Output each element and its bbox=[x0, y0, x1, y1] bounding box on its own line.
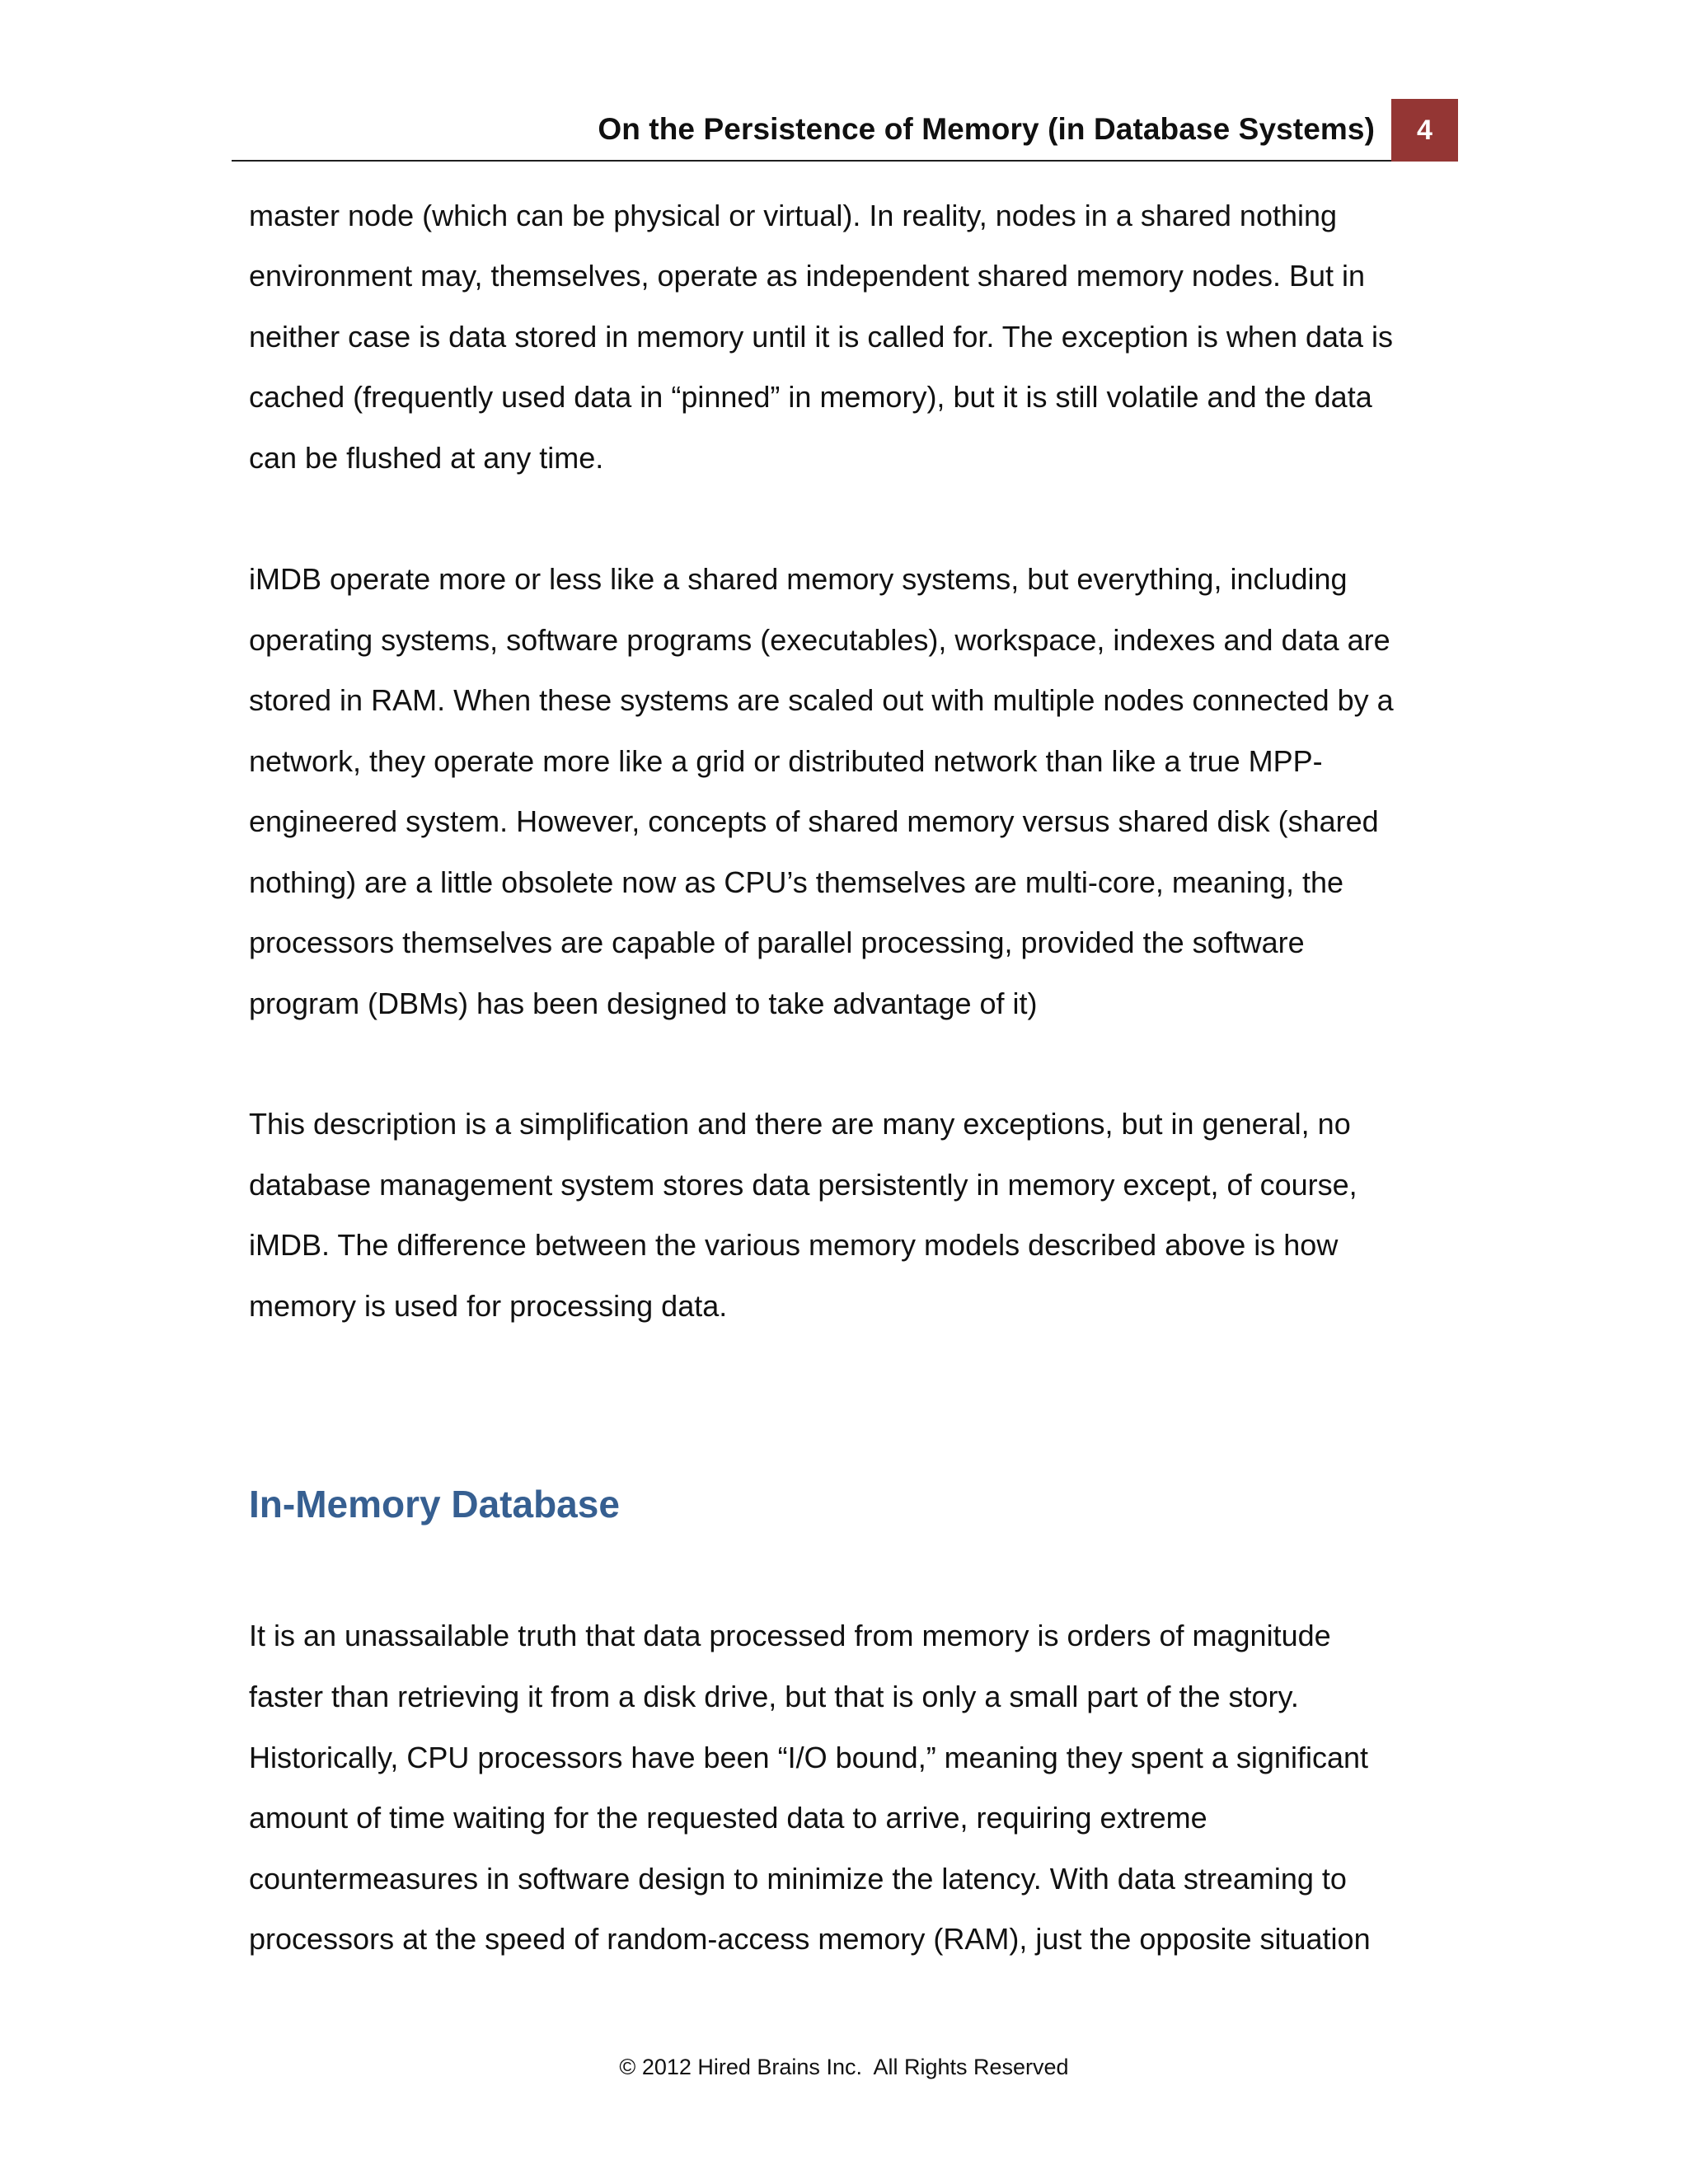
section-heading: In-Memory Database bbox=[249, 1483, 620, 1526]
text-line: faster than retrieving it from a disk drive, but that is only a small part of the story. bbox=[249, 1680, 1299, 1713]
text-line: countermeasures in software design to minimize the latency. With data streaming to bbox=[249, 1862, 1347, 1896]
text-line: program (DBMs) has been designed to take advantage of it) bbox=[249, 987, 1038, 1020]
text-line: nothing) are a little obsolete now as CPU’s themselves are multi-core, meaning, the bbox=[249, 865, 1343, 899]
text-line: memory is used for processing data. bbox=[249, 1289, 728, 1323]
text-line: can be flushed at any time. bbox=[249, 441, 604, 475]
page-header bbox=[232, 99, 1458, 162]
text-line: environment may, themselves, operate as independent shared memory nodes. But in bbox=[249, 259, 1366, 293]
text-line: engineered system. However, concepts of shared memory versus shared disk (shared bbox=[249, 804, 1379, 838]
text-line: database management system stores data persistently in memory except, of course, bbox=[249, 1168, 1357, 1202]
text-line: processors at the speed of random-access memory (RAM), just the opposite situation bbox=[249, 1922, 1371, 1956]
running-title: On the Persistence of Memory (in Database Systems) bbox=[598, 112, 1375, 146]
text-line: cached (frequently used data in “pinned” in memory), but it is still volatile and the data bbox=[249, 380, 1372, 414]
text-line: iMDB operate more or less like a shared memory systems, but everything, including bbox=[249, 562, 1348, 596]
text-line: processors themselves are capable of parallel processing, provided the software bbox=[249, 926, 1305, 959]
text-line: operating systems, software programs (executables), workspace, indexes and data are bbox=[249, 623, 1390, 657]
text-line: It is an unassailable truth that data processed from memory is orders of magnitude bbox=[249, 1619, 1331, 1652]
text-line: neither case is data stored in memory until it is called for. The exception is when data is bbox=[249, 320, 1394, 354]
text-line: This description is a simplification and there are many exceptions, but in general, no bbox=[249, 1107, 1351, 1141]
text-line: network, they operate more like a grid or distributed network than like a true MPP- bbox=[249, 744, 1323, 778]
text-line: Historically, CPU processors have been “I/O bound,” meaning they spent a significant bbox=[249, 1741, 1368, 1774]
page-number-badge: 4 bbox=[1391, 99, 1458, 162]
text-line: iMDB. The difference between the various memory models described above is how bbox=[249, 1228, 1339, 1262]
text-line: amount of time waiting for the requested data to arrive, requiring extreme bbox=[249, 1801, 1207, 1835]
copyright-footer: © 2012 Hired Brains Inc. All Rights Reserved bbox=[619, 2055, 1069, 2079]
text-line: stored in RAM. When these systems are scaled out with multiple nodes connected by a bbox=[249, 683, 1394, 717]
text-line: master node (which can be physical or virtual). In reality, nodes in a shared nothing bbox=[249, 199, 1338, 232]
